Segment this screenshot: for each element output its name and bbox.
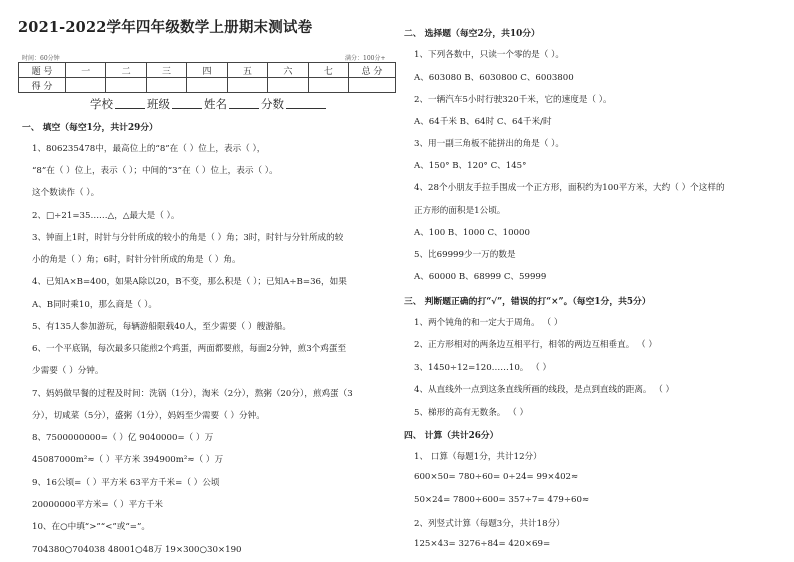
score-cell[interactable] — [308, 78, 348, 93]
score-cell[interactable] — [268, 78, 308, 93]
question-line: 少需要（ ）分钟。 — [32, 366, 104, 376]
score-label: 分数 — [261, 97, 284, 111]
question-line: 5、比69999少一万的数是 — [414, 250, 516, 260]
time-limit: 时间：60分钟 — [22, 55, 60, 62]
class-label: 班级 — [147, 97, 170, 111]
question-line: 7、妈妈做早餐的过程及时间：洗锅（1分），淘米（2分），熬粥（20分），煎鸡蛋（3 — [32, 389, 353, 399]
score-row-label: 得 分 — [19, 78, 66, 93]
question-line: 正方形的面积是1公顷。 — [414, 206, 506, 216]
score-header-cell: 总 分 — [349, 63, 396, 78]
page-title: 2021-2022学年四年级数学上册期末测试卷 — [18, 19, 313, 36]
question-line: 4、从直线外一点到这条直线所画的线段，是点到直线的距离。 （ ） — [414, 385, 675, 395]
score-cell[interactable] — [106, 78, 146, 93]
section-heading: 四、 计算（共计26分） — [404, 431, 499, 441]
question-line: A、100 B、1000 C、10000 — [414, 228, 530, 238]
score-header-cell: 二 — [106, 63, 146, 78]
question-line: 2、一辆汽车5小时行驶320千米，它的速度是（ ）。 — [414, 95, 612, 105]
score-header-cell: 三 — [146, 63, 186, 78]
question-line: 45087000m²≈（ ）平方米 394900m²≈（ ）万 — [32, 455, 224, 465]
score-header-cell: 七 — [308, 63, 348, 78]
question-line: 10、在○中填“>”“<”或“=”。 — [32, 522, 150, 532]
score-header-cell: 四 — [187, 63, 227, 78]
school-blank[interactable] — [115, 98, 145, 109]
question-line: 125×43= 3276÷84= 420×69= — [414, 539, 551, 549]
question-line: A、64千米 B、64时 C、64千米/时 — [414, 117, 552, 127]
full-score: 满分：100分+ — [345, 55, 386, 62]
name-blank[interactable] — [229, 98, 259, 109]
score-table-score-row — [19, 78, 396, 93]
question-line: A、B同时乘10，那么商是（ ）。 — [32, 300, 158, 310]
score-cell[interactable] — [146, 78, 186, 93]
score-cell[interactable] — [349, 78, 396, 93]
question-line: 2、列竖式计算（每题3分，共计18分） — [414, 519, 565, 529]
question-line: 1、 口算（每题1分，共计12分） — [414, 452, 542, 462]
question-line: 4、已知A×B=400，如果A除以20，B不变，那么积是（ ）；已知A÷B=36，如果 — [32, 277, 347, 287]
question-line: 5、梯形的高有无数条。 （ ） — [414, 408, 529, 418]
question-line: 8、7500000000=（ ）亿 9040000=（ ）万 — [32, 433, 214, 443]
question-line: 1、806235478中，最高位上的“8”在（ ）位上，表示（ ）， — [32, 144, 266, 154]
section-heading: 二、 选择题（每空2分，共10分） — [404, 29, 540, 39]
question-line: 3、1450÷12=120……10。 （ ） — [414, 363, 552, 373]
score-table — [18, 62, 396, 93]
question-line: 50×24= 7800÷600= 357÷7= 479÷60≈ — [414, 495, 590, 505]
question-line: 1、下列各数中，只读一个零的是（ ）。 — [414, 50, 564, 60]
question-line: 704380○704038 48001○48万 19×300○30×190 — [32, 545, 242, 555]
question-line: 小的角是（ ）角；6时，时针分针所成的角是（ ）角。 — [32, 255, 241, 265]
school-label: 学校 — [90, 97, 113, 111]
question-line: A、603080 B、6030800 C、6003800 — [414, 73, 574, 83]
question-line: 4、28个小朋友手拉手围成一个正方形，面积约为100平方米，大约（ ）个这样的 — [414, 183, 725, 193]
question-line: A、60000 B、68999 C、59999 — [414, 272, 547, 282]
question-line: 2、正方形相对的两条边互相平行，相邻的两边互相垂直。 （ ） — [414, 340, 657, 350]
section-heading: 三、 判断题正确的打“√”，错误的打“×”。（每空1分，共5分） — [404, 297, 651, 307]
question-line: 9、16公顷=（ ）平方米 63平方千米=（ ）公顷 — [32, 478, 220, 488]
question-line: “8”在（ ）位上，表示（ ）；中间的“3”在（ ）位上，表示（ ）。 — [32, 166, 278, 176]
class-blank[interactable] — [172, 98, 202, 109]
student-info-line — [90, 96, 328, 112]
question-line: 2、□÷21=35……△，△最大是（ ）。 — [32, 211, 180, 221]
score-cell[interactable] — [66, 78, 106, 93]
question-line: 3、钟面上1时，时针与分针所成的较小的角是（ ）角；3时，时针与分针所成的较 — [32, 233, 344, 243]
score-table-header-row — [19, 63, 396, 78]
question-line: 6、一个平底锅，每次最多只能煎2个鸡蛋，两面都要煎，每面2分钟，煎3个鸡蛋至 — [32, 344, 347, 354]
name-label: 姓名 — [204, 97, 227, 111]
question-line: 这个数读作（ ）。 — [32, 188, 100, 198]
score-header-cell: 一 — [66, 63, 106, 78]
score-header-cell: 五 — [227, 63, 267, 78]
section-heading: 一、 填空（每空1分，共计29分） — [22, 123, 158, 133]
question-line: A、150° B、120° C、145° — [414, 161, 527, 171]
score-cell[interactable] — [187, 78, 227, 93]
question-line: 20000000平方米=（ ）平方千米 — [32, 500, 164, 510]
score-cell[interactable] — [227, 78, 267, 93]
question-line: 分），切咸菜（5分），盛粥（1分），妈妈至少需要（ ）分钟。 — [32, 411, 265, 421]
question-line: 1、两个钝角的和一定大于周角。 （ ） — [414, 318, 563, 328]
question-line: 5、有135人参加游玩，每辆游船限载40人，至少需要（ ）艘游船。 — [32, 322, 291, 332]
score-header-cell: 题 号 — [19, 63, 66, 78]
question-line: 3、用一副三角板不能拼出的角是（ ）。 — [414, 139, 564, 149]
score-blank[interactable] — [286, 98, 326, 109]
score-header-cell: 六 — [268, 63, 308, 78]
question-line: 600×50= 780÷60= 0÷24= 99×402≈ — [414, 472, 579, 482]
